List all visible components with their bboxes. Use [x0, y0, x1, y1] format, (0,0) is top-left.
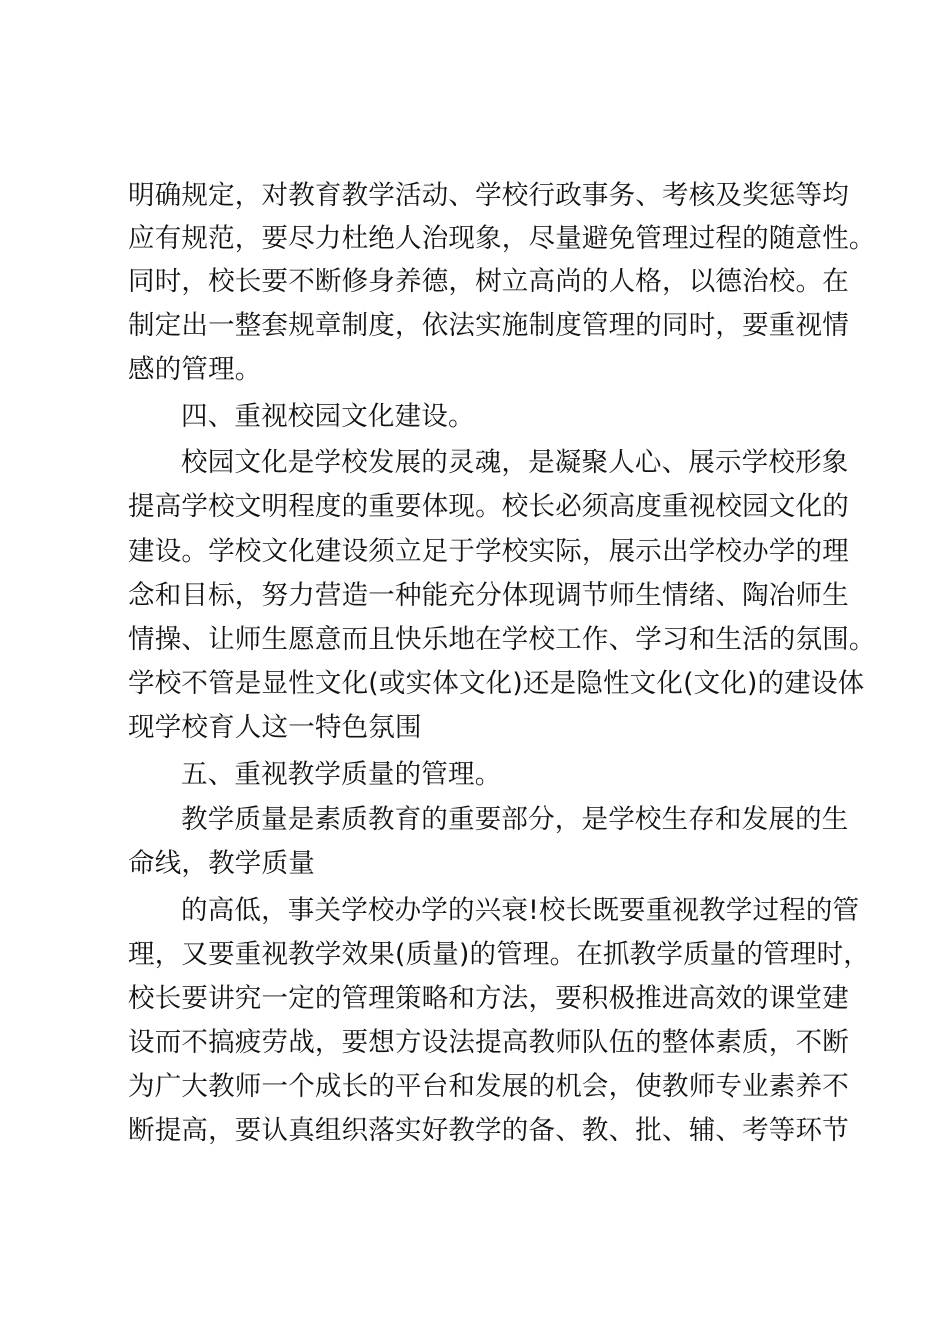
body-text-line: 制定出一整套规章制度，依法实施制度管理的同时，要重视情 [128, 310, 849, 341]
body-text-line: 应有规范，要尽力杜绝人治现象，尽量避免管理过程的随意性。 [128, 223, 876, 254]
body-text-line: 校长要讲究一定的管理策略和方法，要积极推进高效的课堂建 [128, 983, 849, 1014]
body-text-line: 念和目标，努力营造一种能充分体现调节师生情绪、陶冶师生 [128, 580, 849, 611]
body-text-line: 断提高，要认真组织落实好教学的备、教、批、辅、考等环节 [128, 1115, 849, 1146]
paragraph-first-line: 的高低，事关学校办学的兴衰!校长既要重视教学过程的管 [181, 895, 860, 926]
body-text-line: 感的管理。 [128, 354, 262, 385]
section-heading: 五、重视教学质量的管理。 [181, 759, 502, 790]
body-text-line: 建设。学校文化建设须立足于学校实际，展示出学校办学的理 [128, 536, 849, 567]
body-text-line: 为广大教师一个成长的平台和发展的机会，使教师专业素养不 [128, 1071, 849, 1102]
paragraph-first-line: 教学质量是素质教育的重要部分，是学校生存和发展的生 [181, 804, 849, 835]
body-text-line: 命线，教学质量 [128, 848, 315, 879]
body-text-line: 同时，校长要不断修身养德，树立高尚的人格，以德治校。在 [128, 266, 849, 297]
section-heading: 四、重视校园文化建设。 [181, 401, 475, 432]
body-text-line: 学校不管是显性文化(或实体文化)还是隐性文化(文化)的建设体 [128, 668, 865, 699]
body-text-line: 理，又要重视教学效果(质量)的管理。在抓教学质量的管理时， [128, 939, 870, 970]
body-text-line: 情操、让师生愿意而且快乐地在学校工作、学习和生活的氛围。 [128, 624, 876, 655]
body-text-line: 设而不搞疲劳战，要想方设法提高教师队伍的整体素质，不断 [128, 1027, 849, 1058]
body-text-line: 提高学校文明程度的重要体现。校长必须高度重视校园文化的 [128, 491, 849, 522]
paragraph-first-line: 校园文化是学校发展的灵魂，是凝聚人心、展示学校形象 [181, 447, 849, 478]
body-text-line: 明确规定，对教育教学活动、学校行政事务、考核及奖惩等均 [128, 180, 849, 211]
body-text-line: 现学校育人这一特色氛围 [128, 712, 422, 743]
